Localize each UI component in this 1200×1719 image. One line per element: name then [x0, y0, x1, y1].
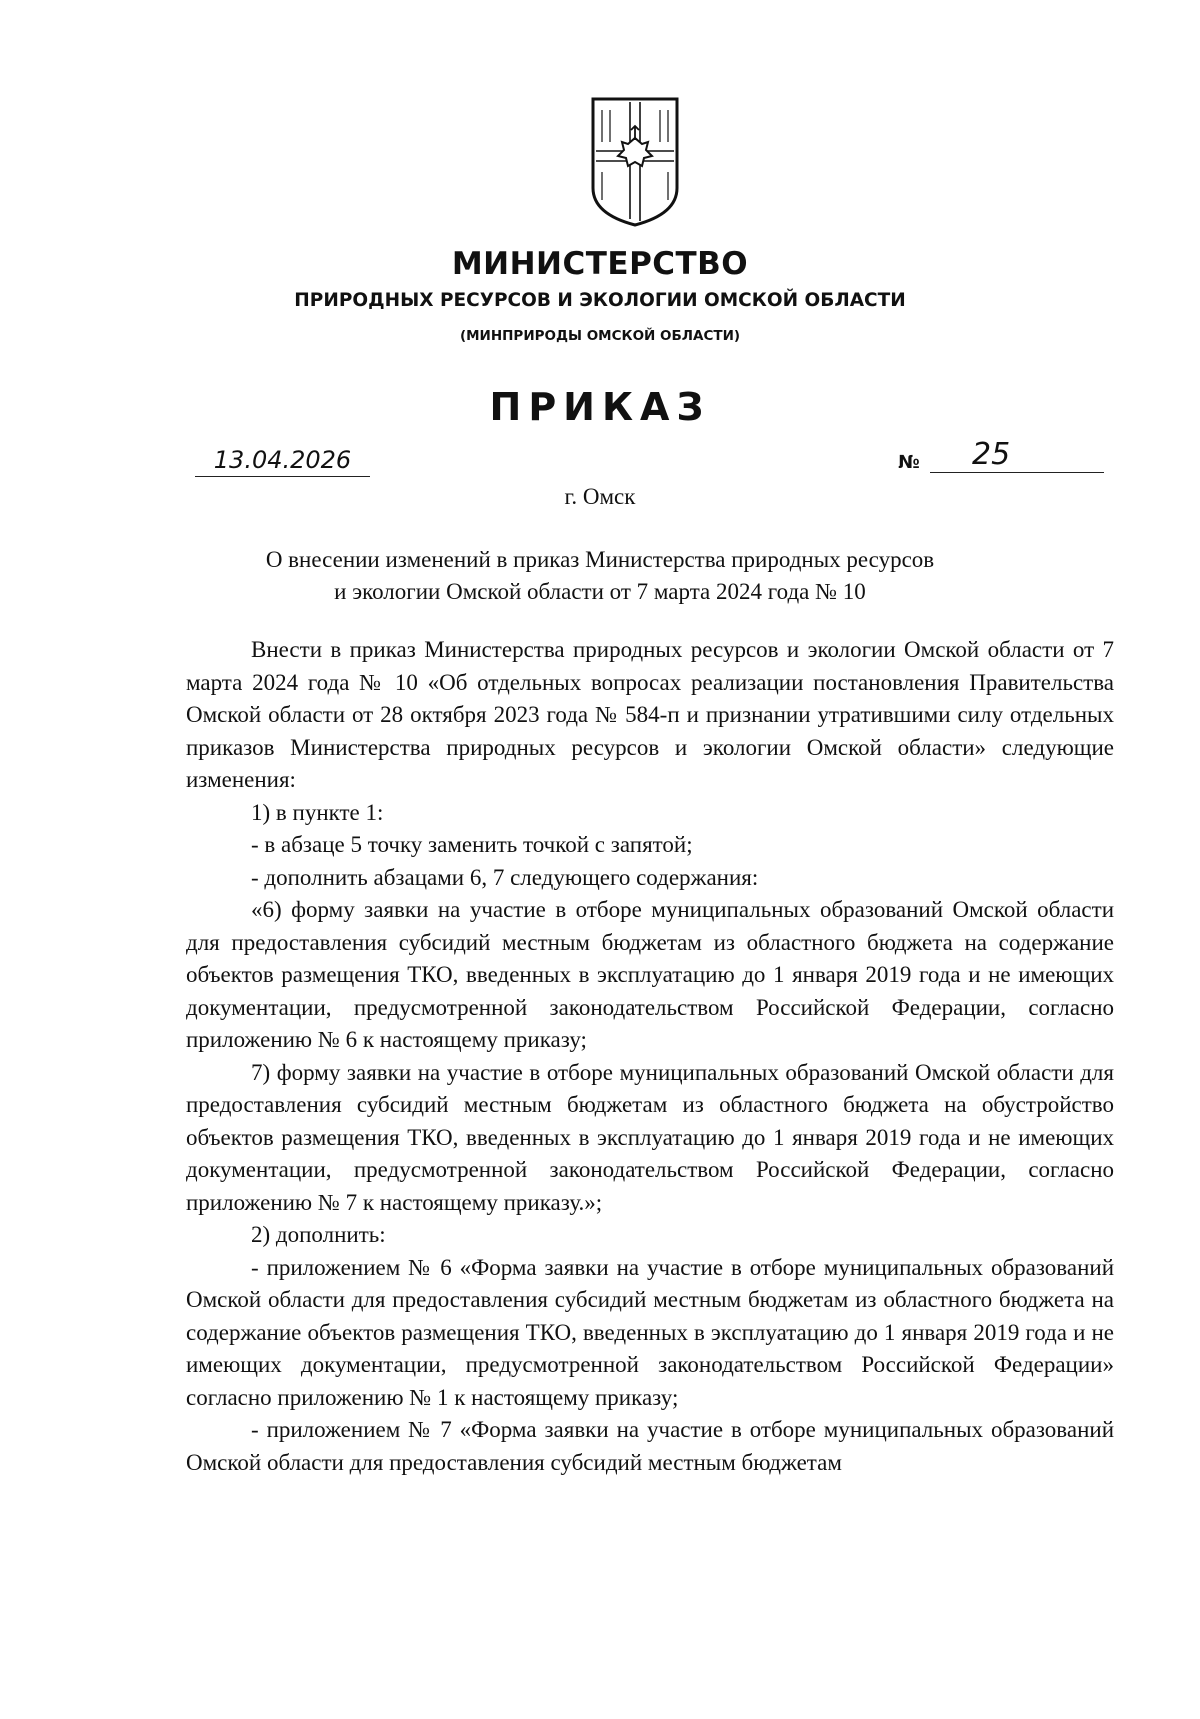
body-paragraph: - дополнить абзацами 6, 7 следующего содержания: — [251, 864, 759, 890]
body-paragraph: Внести в приказ Министерства природных ресурсов и экологии Омской области от 7 марта 2024 года № 10 «Об отдельных вопросах реализации постановления Правительства Омской области от 28 октября 2023 года № 584-п и признании утратившими силу отдельных приказов Министерства природных ресурсов и экологии Омской области» следующие изменения: — [186, 637, 1114, 792]
body-paragraph: 7) форму заявки на участие в отборе муниципальных образований Омской области для предоставления субсидий местным бюджетам из областного бюджета на обустройство объектов размещения ТКО, введенных в эксплуатацию до 1 января 2019 года и не имеющих документации, предусмотренной законодательством Российской Федерации, согласно приложению № 7 к настоящему приказу.»; — [186, 1059, 1114, 1215]
document-city: г. Омск — [564, 484, 636, 509]
ministry-full-name: ПРИРОДНЫХ РЕСУРСОВ И ЭКОЛОГИИ ОМСКОЙ ОБЛАСТИ — [294, 290, 906, 311]
subject-line: О внесении изменений в приказ Министерства природных ресурсов — [265, 547, 935, 572]
number-label: № — [898, 452, 920, 473]
document-number: 25 — [930, 438, 1104, 473]
body-paragraph: «6) форму заявки на участие в отборе муниципальных образований Омской области для предоставления субсидий местным бюджетам из областного бюджета на содержание объектов размещения ТКО, введенных в эксплуатацию до 1 января 2019 года и не имеющих документации, предусмотренной законодательством Российской Федерации, согласно приложению № 6 к настоящему приказу; — [186, 897, 1114, 1052]
ministry-short-name: (МИНПРИРОДЫ ОМСКОЙ ОБЛАСТИ) — [459, 328, 741, 344]
subject-line: и экологии Омской области от 7 марта 2024 года № 10 — [334, 579, 866, 604]
document-type: ПРИКАЗ — [489, 385, 711, 429]
document-date: 13.04.2026 — [195, 446, 370, 477]
omsk-coat-of-arms-icon — [590, 96, 680, 228]
ministry-name: МИНИСТЕРСТВО — [451, 246, 749, 282]
document-body — [186, 634, 1114, 1479]
document-subject — [150, 544, 1050, 608]
body-paragraph: - в абзаце 5 точку заменить точкой с запятой; — [251, 832, 693, 857]
body-paragraph: - приложением № 7 «Форма заявки на участие в отборе муниципальных образований Омской области для предоставления субсидий местным бюджетам — [186, 1417, 1114, 1475]
body-paragraph: - приложением № 6 «Форма заявки на участие в отборе муниципальных образований Омской области для предоставления субсидий местным бюджетам из областного бюджета на содержание объектов размещения ТКО, введенных в эксплуатацию до 1 января 2019 года и не имеющих документации, предусмотренной законодательством Российской Федерации» согласно приложению № 1 к настоящему приказу; — [186, 1254, 1114, 1410]
body-paragraph: 1) в пункте 1: — [251, 799, 384, 825]
body-paragraph: 2) дополнить: — [251, 1222, 386, 1247]
